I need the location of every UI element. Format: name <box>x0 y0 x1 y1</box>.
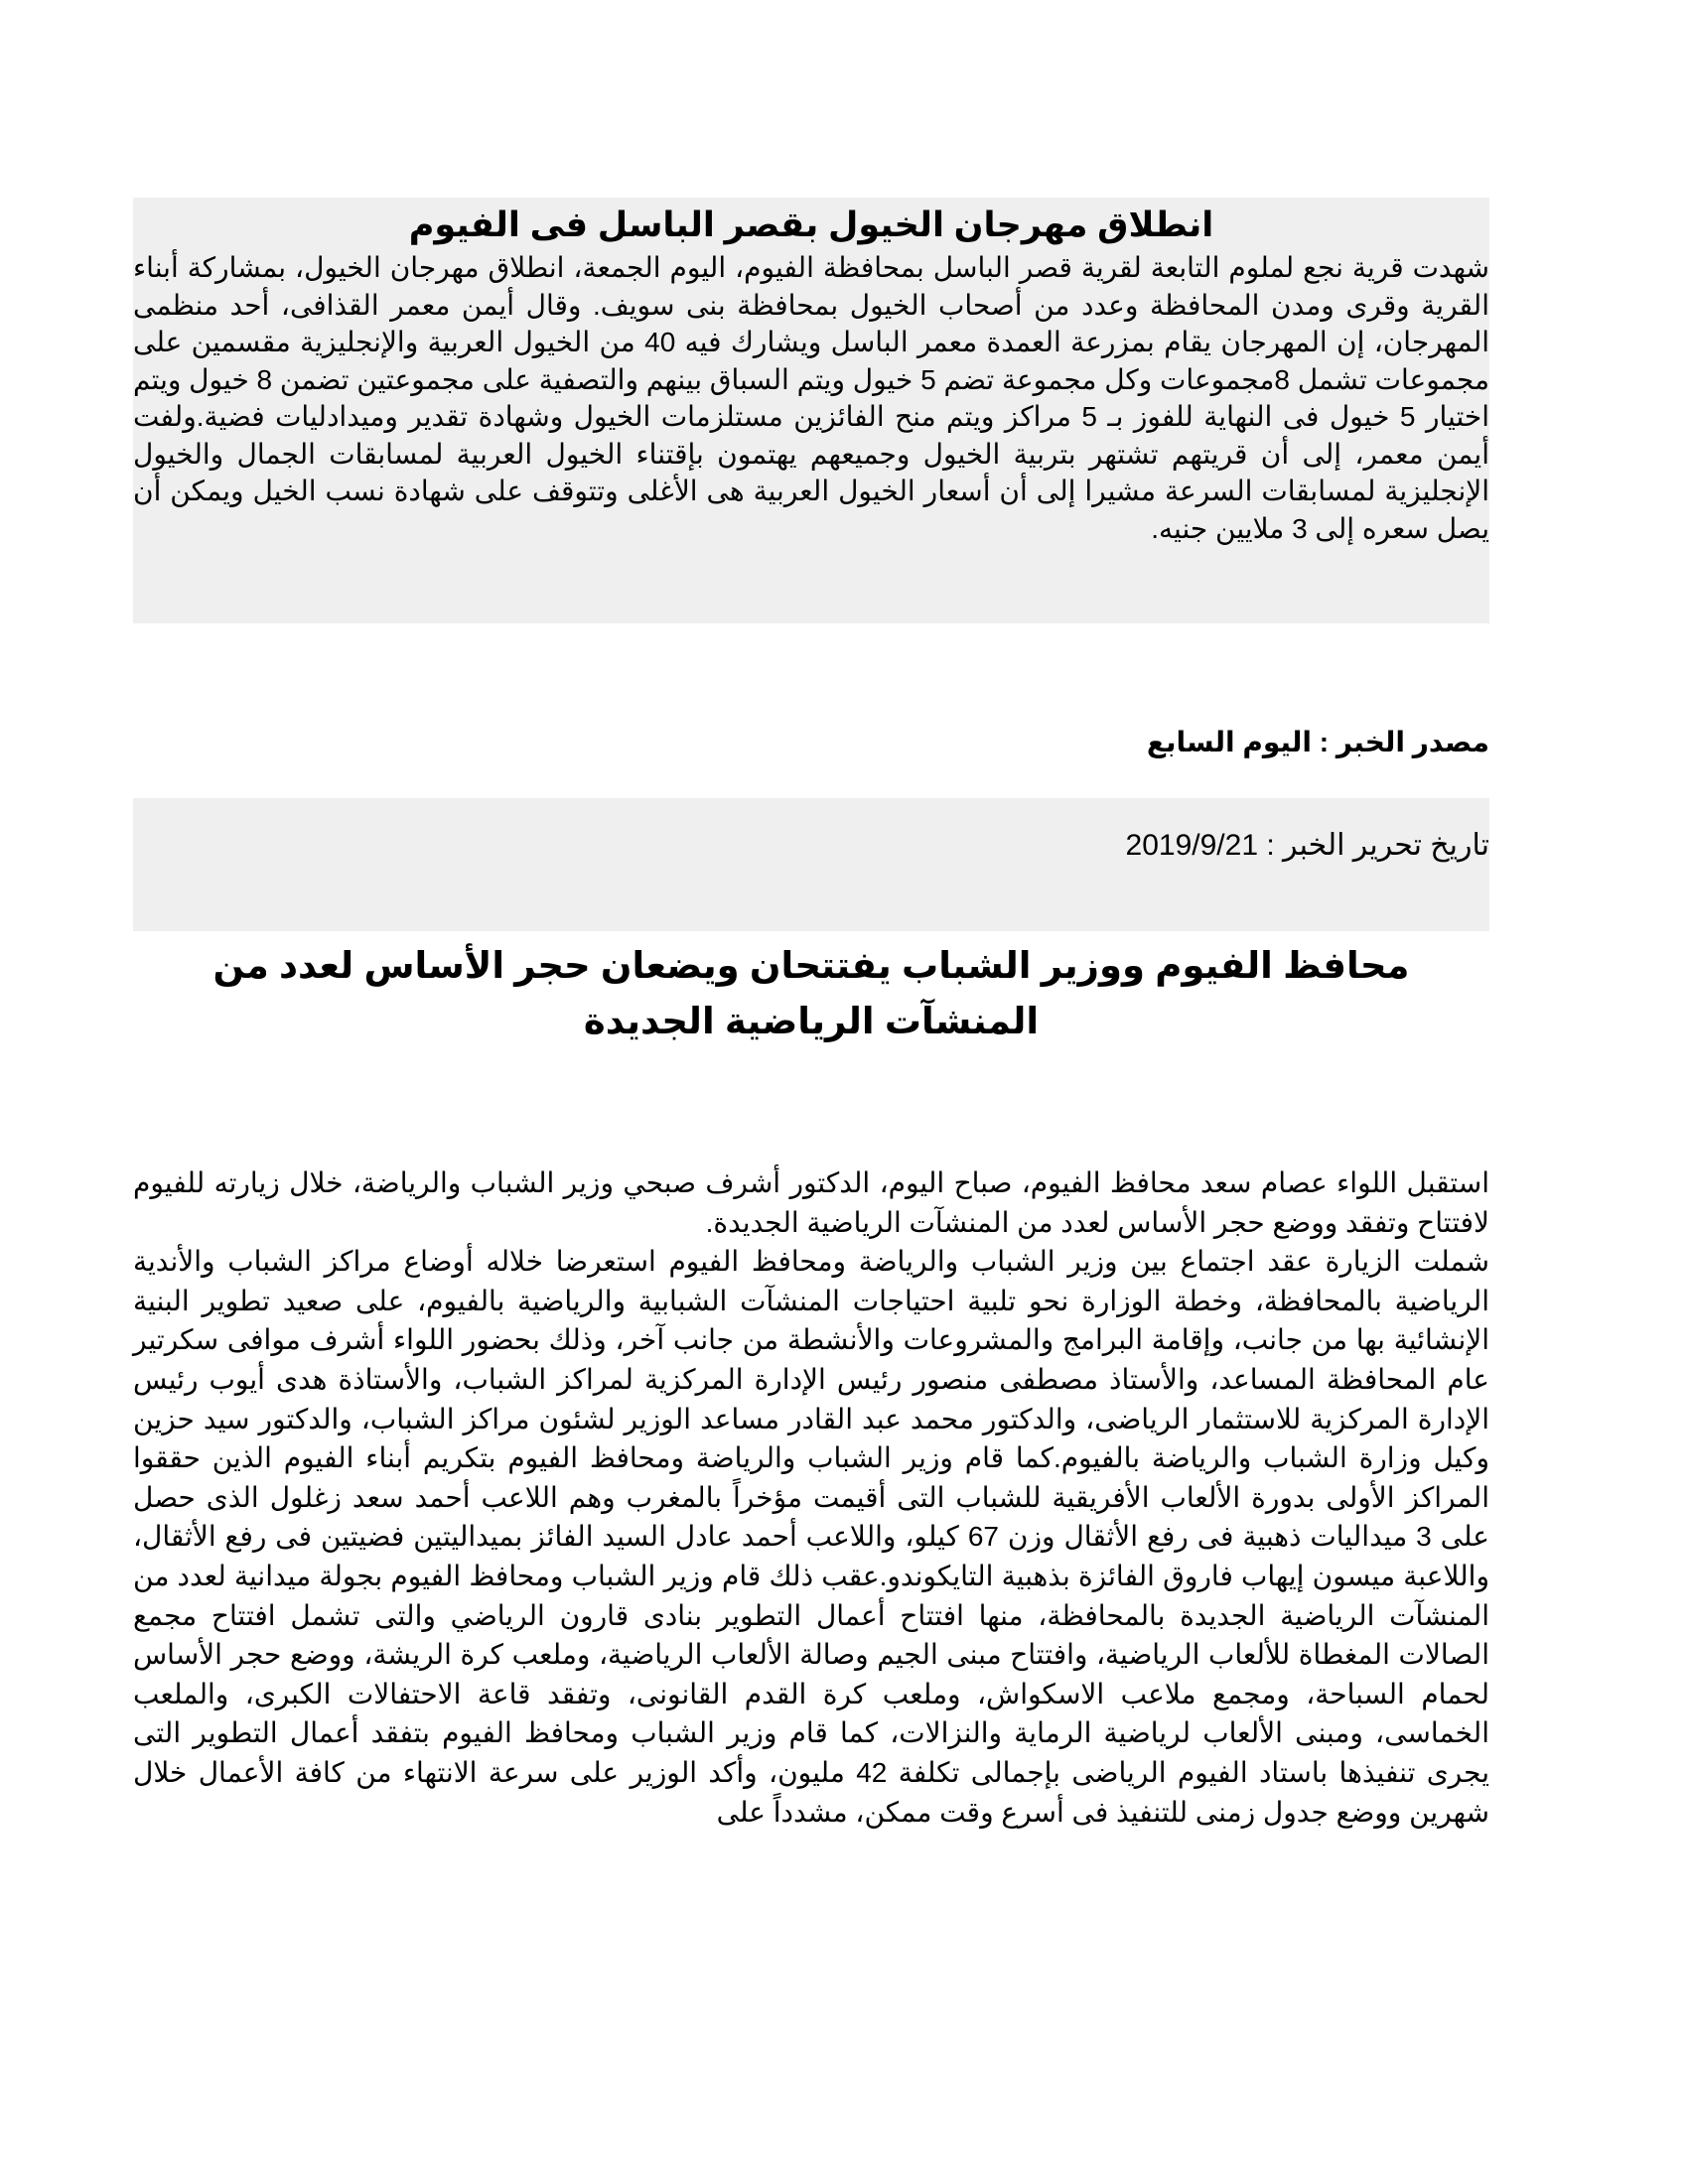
article-headline: انطلاق مهرجان الخيول بقصر الباسل فى الفيوم <box>408 205 1214 244</box>
article-paragraph: استقبل اللواء عصام سعد محافظ الفيوم، صباح اليوم، الدكتور أشرف صبحي وزير الشباب والرياضة، خلال زيارته للفيوم لافتتاح وتفقد ووضع حجر الأساس لعدد من المنشآت الرياضية الجديدة. <box>133 1167 1489 1238</box>
article-horse-festival <box>133 198 1489 623</box>
article-body: شهدت قرية نجع لملوم التابعة لقرية قصر الباسل بمحافظة الفيوم، اليوم الجمعة، انطلاق مهرجان الخيول، بمشاركة أبناء القرية وقرى ومدن المحافظة وعدد من أصحاب الخيول بمحافظة بنى سويف. وقال أيمن معمر القذافى، أحد منظمى المهرجان، إن المهرجان يقام بمزرعة العمدة معمر الباسل ويشارك فيه 40 من الخيول العربية والإنجليزية مقسمين على مجموعات تشمل 8مجموعات وكل مجموعة تضم 5 خيول ويتم السباق بينهم والتصفية على مجموعتين تضمن 8 خيول ويتم اختيار 5 خيول فى النهاية للفوز بـ 5 مراكز ويتم منح الفائزين مستلزمات الخيول وشهادة تقدير وميدادليات فضية.ولفت أيمن معمر، إلى أن قريتهم تشتهر بتربية الخيول وجميعهم يهتمون بإقتناء الخيول العربية لمسابقات الجمال والخيول الإنجليزية لمسابقات السرعة مشيرا إلى أن أسعار الخيول العربية هى الأغلى وتتوقف على شهادة نسب الخيل ويمكن أن يصل سعره إلى 3 ملايين جنيه. <box>133 252 1490 544</box>
news-source: مصدر الخبر : اليوم السابع <box>1146 727 1489 757</box>
edit-date: تاريخ تحرير الخبر : 2019/9/21 <box>1125 829 1489 862</box>
article-paragraph: شملت الزيارة عقد اجتماع بين وزير الشباب والرياضة ومحافظ الفيوم استعرضا خلاله أوضاع مراكز الشباب والأندية الرياضية بالمحافظة، وخطة الوزارة نحو تلبية احتياجات المنشآت الشبابية والرياضية بالفيوم، على صعيد تطوير البنية الإنشائية بها من جانب، وإقامة البرامج والمشروعات والأنشطة من جانب آخر، وذلك بحضور اللواء أشرف موافى سكرتير عام المحافظة المساعد، والأستاذ مصطفى منصور رئيس الإدارة المركزية لمراكز الشباب، والأستاذة هدى أيوب رئيس الإدارة المركزية للاستثمار الرياضى، والدكتور محمد عبد القادر مساعد الوزير لشئون مراكز الشباب، والدكتور سيد حزين وكيل وزارة الشباب والرياضة بالفيوم.كما قام وزير الشباب والرياضة ومحافظ الفيوم بتكريم أبناء الفيوم الذين حققوا المراكز الأولى بدورة الألعاب الأفريقية للشباب التى أقيمت مؤخراً بالمغرب وهم اللاعب أحمد سعد زغلول الذى حصل على 3 ميداليات ذهبية فى رفع الأثقال وزن 67 كيلو، واللاعب أحمد عادل السيد الفائز بميداليتين فضيتين فى رفع الأثقال، واللاعبة ميسون إيهاب فاروق الفائزة بذهبية التايكوندو.عقب ذلك قام وزير الشباب ومحافظ الفيوم بجولة ميدانية لعدد من المنشآت الرياضية الجديدة بالمحافظة، منها افتتاح أعمال التطوير بنادى قارون الرياضي والتى تشمل افتتاح مجمع الصالات المغطاة للألعاب الرياضية، وافتتاح مبنى الجيم وصالة الألعاب الرياضية، وملعب كرة الريشة، ووضع حجر الأساس لحمام السباحة، ومجمع ملاعب الاسكواش، وملعب كرة القدم القانونى، وتفقد قاعة الاحتفالات الكبرى، والملعب الخماسى، ومبنى الألعاب لرياضية الرماية والنزالات، كما قام وزير الشباب ومحافظ الفيوم بتفقد أعمال التطوير التى يجرى تنفيذها باستاد الفيوم الرياضى بإجمالى تكلفة 42 مليون، وأكد الوزير على سرعة الانتهاء من كافة الأعمال خلال شهرين ووضع جدول زمنى للتنفيذ فى أسرع وقت ممكن، مشدداً على <box>133 1246 1489 1828</box>
article-headline: محافظ الفيوم ووزير الشباب يفتتحان ويضعان حجر الأساس لعدد من المنشآت الرياضية الجديدة <box>212 945 1410 1041</box>
date-panel <box>133 798 1489 931</box>
article-youth-minister <box>133 1163 1489 1832</box>
